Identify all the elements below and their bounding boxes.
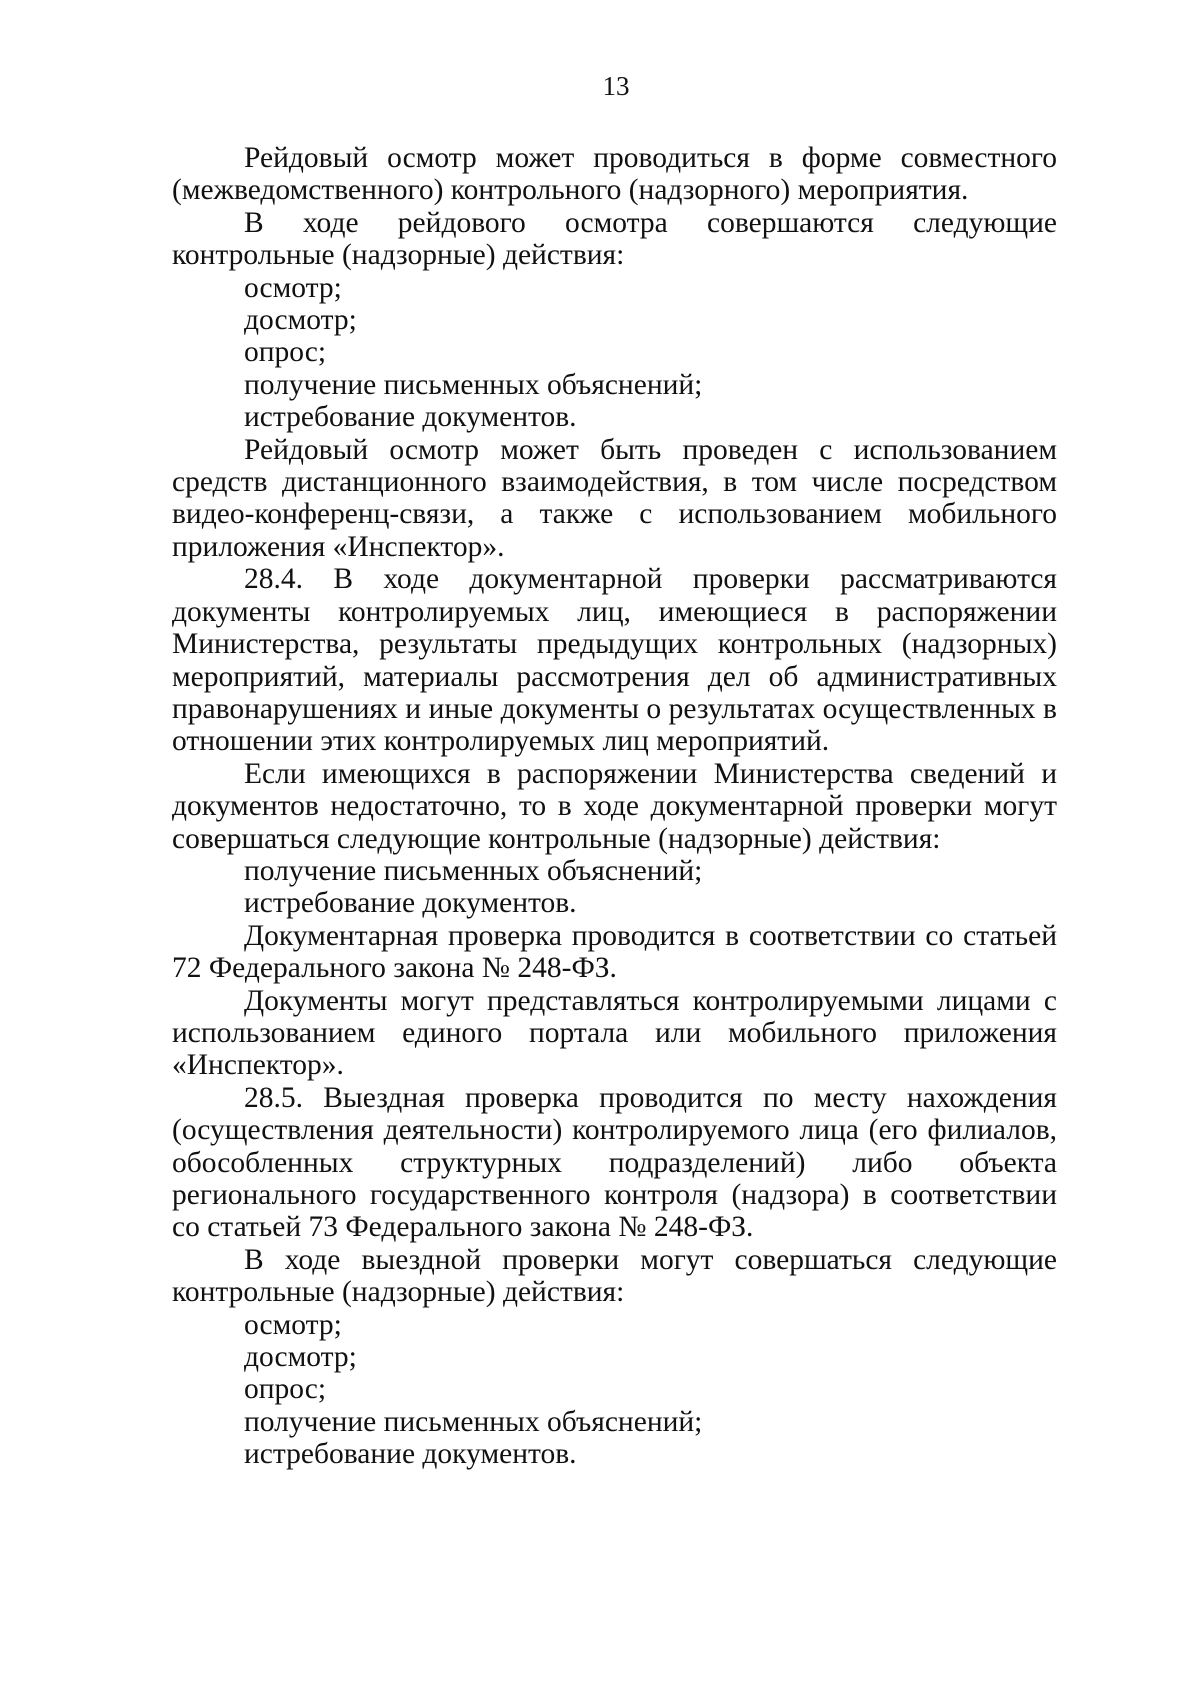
paragraph: Документарная проверка проводится в соответствии со статьей 72 Федерального закона № 248-ФЗ.	[172, 919, 1057, 985]
list-item: досмотр;	[244, 304, 357, 337]
list-item: получение письменных объяснений;	[244, 854, 703, 887]
paragraph: В ходе выездной проверки могут совершаться следующие контрольные (надзорные) действия:	[172, 1243, 1057, 1309]
list-item: получение письменных объяснений;	[244, 1405, 703, 1438]
paragraph: Рейдовый осмотр может проводиться в форме совместного (межведомственного) контрольного (надзорного) мероприятия.	[172, 142, 1057, 207]
list-item: получение письменных объяснений;	[244, 368, 703, 401]
list-item: истребование документов.	[244, 1438, 577, 1471]
paragraph: Документы могут представляться контролируемыми лицами с использованием единого портала или мобильного приложения «Инспектор».	[172, 984, 1057, 1082]
document-body	[172, 142, 1057, 1471]
list-item: опрос;	[244, 1373, 327, 1406]
list-item: досмотр;	[244, 1341, 357, 1374]
paragraph: 28.5. Выездная проверка проводится по месту нахождения (осуществления деятельности) контролируемого лица (его филиалов, обособленных структурных подразделений) либо объекта регионального государственного контроля (надзора) в соответствии со статьей 73 Федерального закона № 248-ФЗ.	[172, 1081, 1057, 1244]
list-item: истребование документов.	[244, 887, 577, 920]
list-item: осмотр;	[244, 271, 342, 304]
list-item: истребование документов.	[244, 401, 577, 434]
list-item: осмотр;	[244, 1308, 342, 1341]
paragraph: 28.4. В ходе документарной проверки рассматриваются документы контролируемых лиц, имеющиеся в распоряжении Министерства, результаты предыдущих контрольных (надзорных) мероприятий, материалы рассмотрения дел об административных правонарушениях и иные документы о результатах осуществленных в отношении этих контролируемых лиц мероприятий.	[172, 563, 1057, 758]
paragraph: В ходе рейдового осмотра совершаются следующие контрольные (надзорные) действия:	[172, 206, 1057, 272]
paragraph: Если имеющихся в распоряжении Министерства сведений и документов недостаточно, то в ходе документарной проверки могут совершаться следующие контрольные (надзорные) действия:	[172, 757, 1057, 855]
paragraph: Рейдовый осмотр может быть проведен с использованием средств дистанционного взаимодействия, в том числе посредством видео-конференц-связи, а также с использованием мобильного приложения «Инспектор».	[172, 433, 1057, 563]
page-number: 13	[602, 71, 630, 101]
list-item: опрос;	[244, 336, 327, 369]
